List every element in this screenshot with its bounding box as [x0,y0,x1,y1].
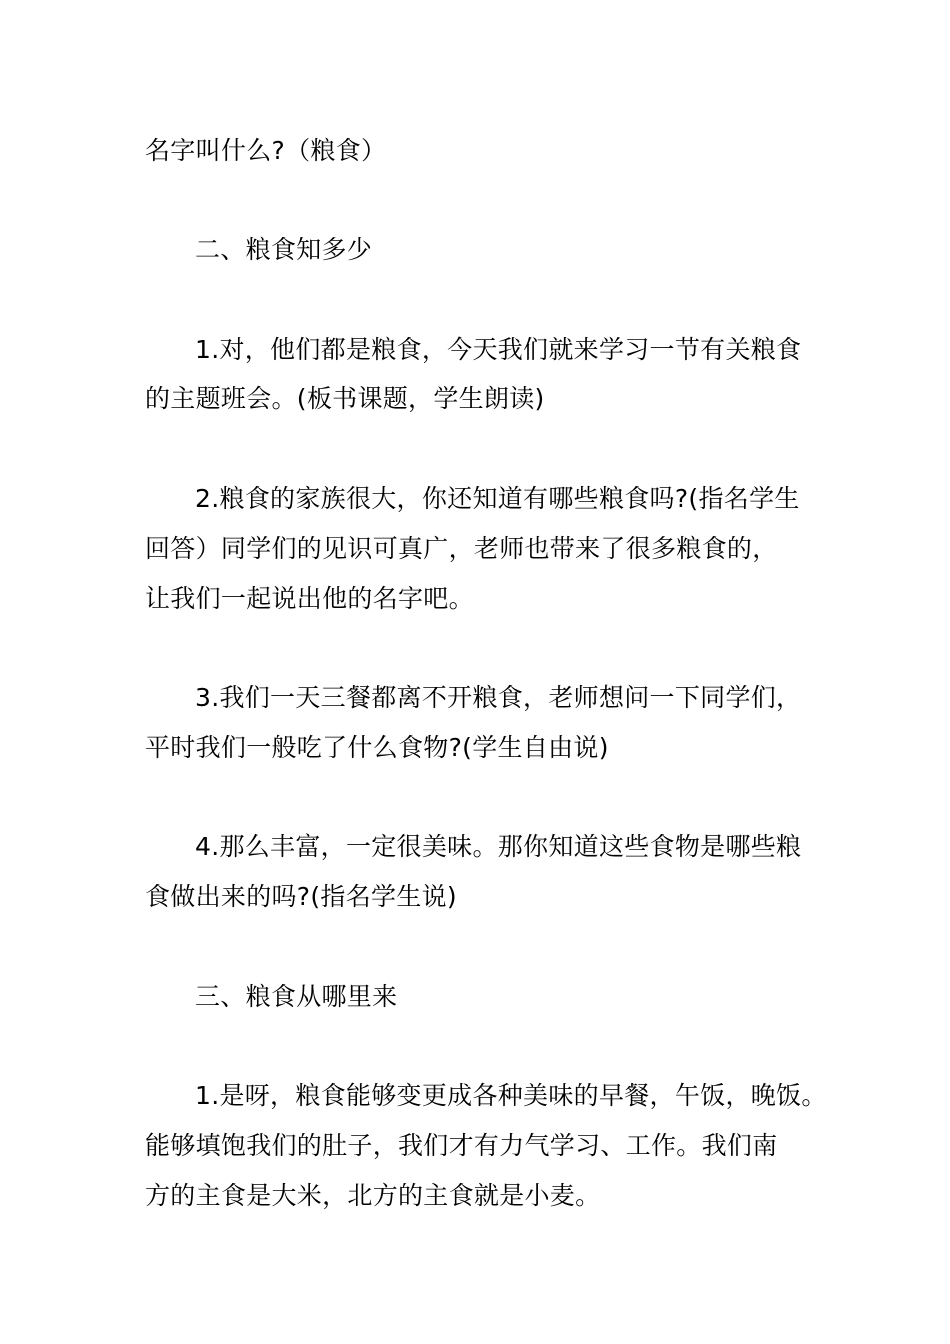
paragraph-line: 2.粮食的家族很大，你还知道有哪些粮食吗?(指名学生 [195,484,800,513]
paragraph-line: 平时我们一般吃了什么食物?(学生自由说) [145,733,609,762]
paragraph-line: 食做出来的吗?(指名学生说) [145,882,457,911]
paragraph-line: 方的主食是大米，北方的主食就是小麦。 [145,1181,601,1210]
paragraph-line: 1.是呀，粮食能够变更成各种美味的早餐，午饭，晚饭。 [195,1081,827,1110]
section-heading: 三、粮食从哪里来 [195,982,398,1011]
paragraph-line: 回答）同学们的见识可真广，老师也带来了很多粮食的， [145,534,778,563]
paragraph-line: 能够填饱我们的肚子，我们才有力气学习、工作。我们南 [145,1131,778,1160]
paragraph-line: 1.对，他们都是粮食，今天我们就来学习一节有关粮食 [195,335,802,364]
paragraph-line: 名字叫什么?（粮食） [145,136,387,165]
paragraph-line: 4.那么丰富，一定很美味。那你知道这些食物是哪些粮 [195,832,802,861]
paragraph-line: 3.我们一天三餐都离不开粮食，老师想问一下同学们， [195,683,802,712]
paragraph-line: 让我们一起说出他的名字吧。 [145,584,474,613]
paragraph-line: 的主题班会。(板书课题，学生朗读) [145,384,545,413]
section-heading: 二、粮食知多少 [195,235,373,264]
